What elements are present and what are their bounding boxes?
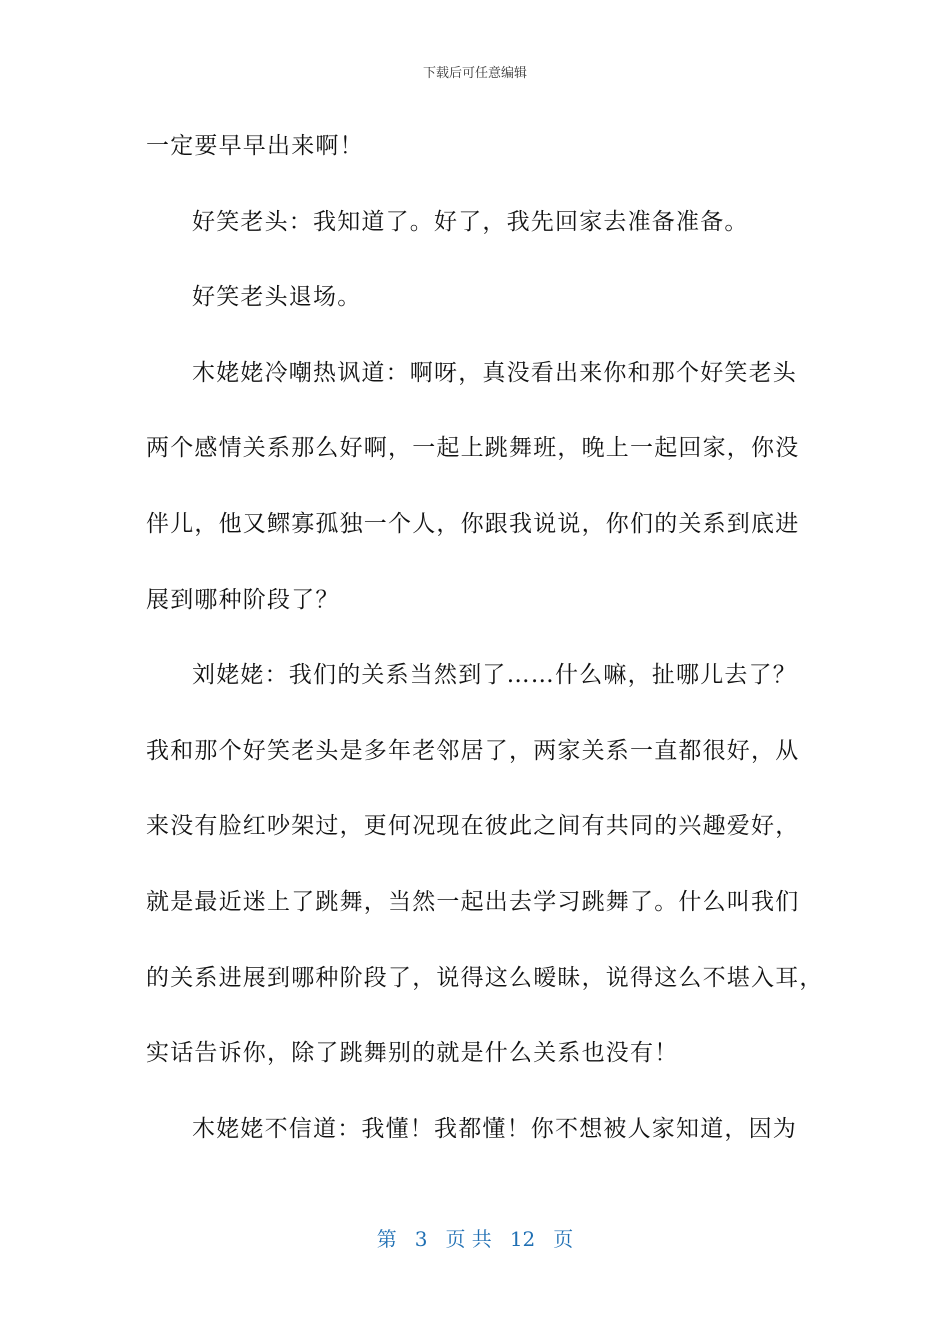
document-body xyxy=(146,124,824,1182)
text-line: 木姥姥不信道：我懂！我都懂！你不想被人家知道，因为 xyxy=(192,1115,797,1142)
text-line: 一定要早早出来啊！ xyxy=(146,133,364,159)
text-line: 好笑老头：我知道了。好了，我先回家去准备准备。 xyxy=(192,208,749,235)
footer-suffix: 页 xyxy=(553,1227,574,1251)
footer-prefix: 第 xyxy=(376,1227,397,1251)
text-line: 就是最近迷上了跳舞，当然一起出去学习跳舞了。什么叫我们 xyxy=(146,888,800,915)
text-line: 来没有脸红吵架过，更何况现在彼此之间有共同的兴趣爱好， xyxy=(146,813,800,840)
text-line: 展到哪种阶段了？ xyxy=(146,586,340,613)
total-pages-number: 12 xyxy=(509,1227,536,1251)
text-line: 的关系进展到哪种阶段了，说得这么暧昧，说得这么不堪入耳， xyxy=(146,964,824,991)
text-line: 刘姥姥：我们的关系当然到了……什么嘛，扯哪儿去了？ xyxy=(192,662,797,689)
page-footer xyxy=(0,1224,950,1254)
page-header: 下载后可任意编辑 xyxy=(422,66,527,81)
text-line: 我和那个好笑老头是多年老邻居了，两家关系一直都很好，从 xyxy=(146,737,800,764)
text-line: 木姥姥冷嘲热讽道：啊呀，真没看出来你和那个好笑老头 xyxy=(192,359,797,386)
text-line: 两个感情关系那么好啊，一起上跳舞班，晚上一起回家，你没 xyxy=(146,435,800,462)
text-line: 实话告诉你，除了跳舞别的就是什么关系也没有！ xyxy=(146,1040,679,1067)
text-line: 伴儿，他又鳏寡孤独一个人，你跟我说说，你们的关系到底进 xyxy=(146,510,800,537)
current-page-number: 3 xyxy=(414,1227,428,1251)
footer-middle: 页 共 xyxy=(445,1227,492,1251)
text-line: 好笑老头退场。 xyxy=(192,284,362,311)
